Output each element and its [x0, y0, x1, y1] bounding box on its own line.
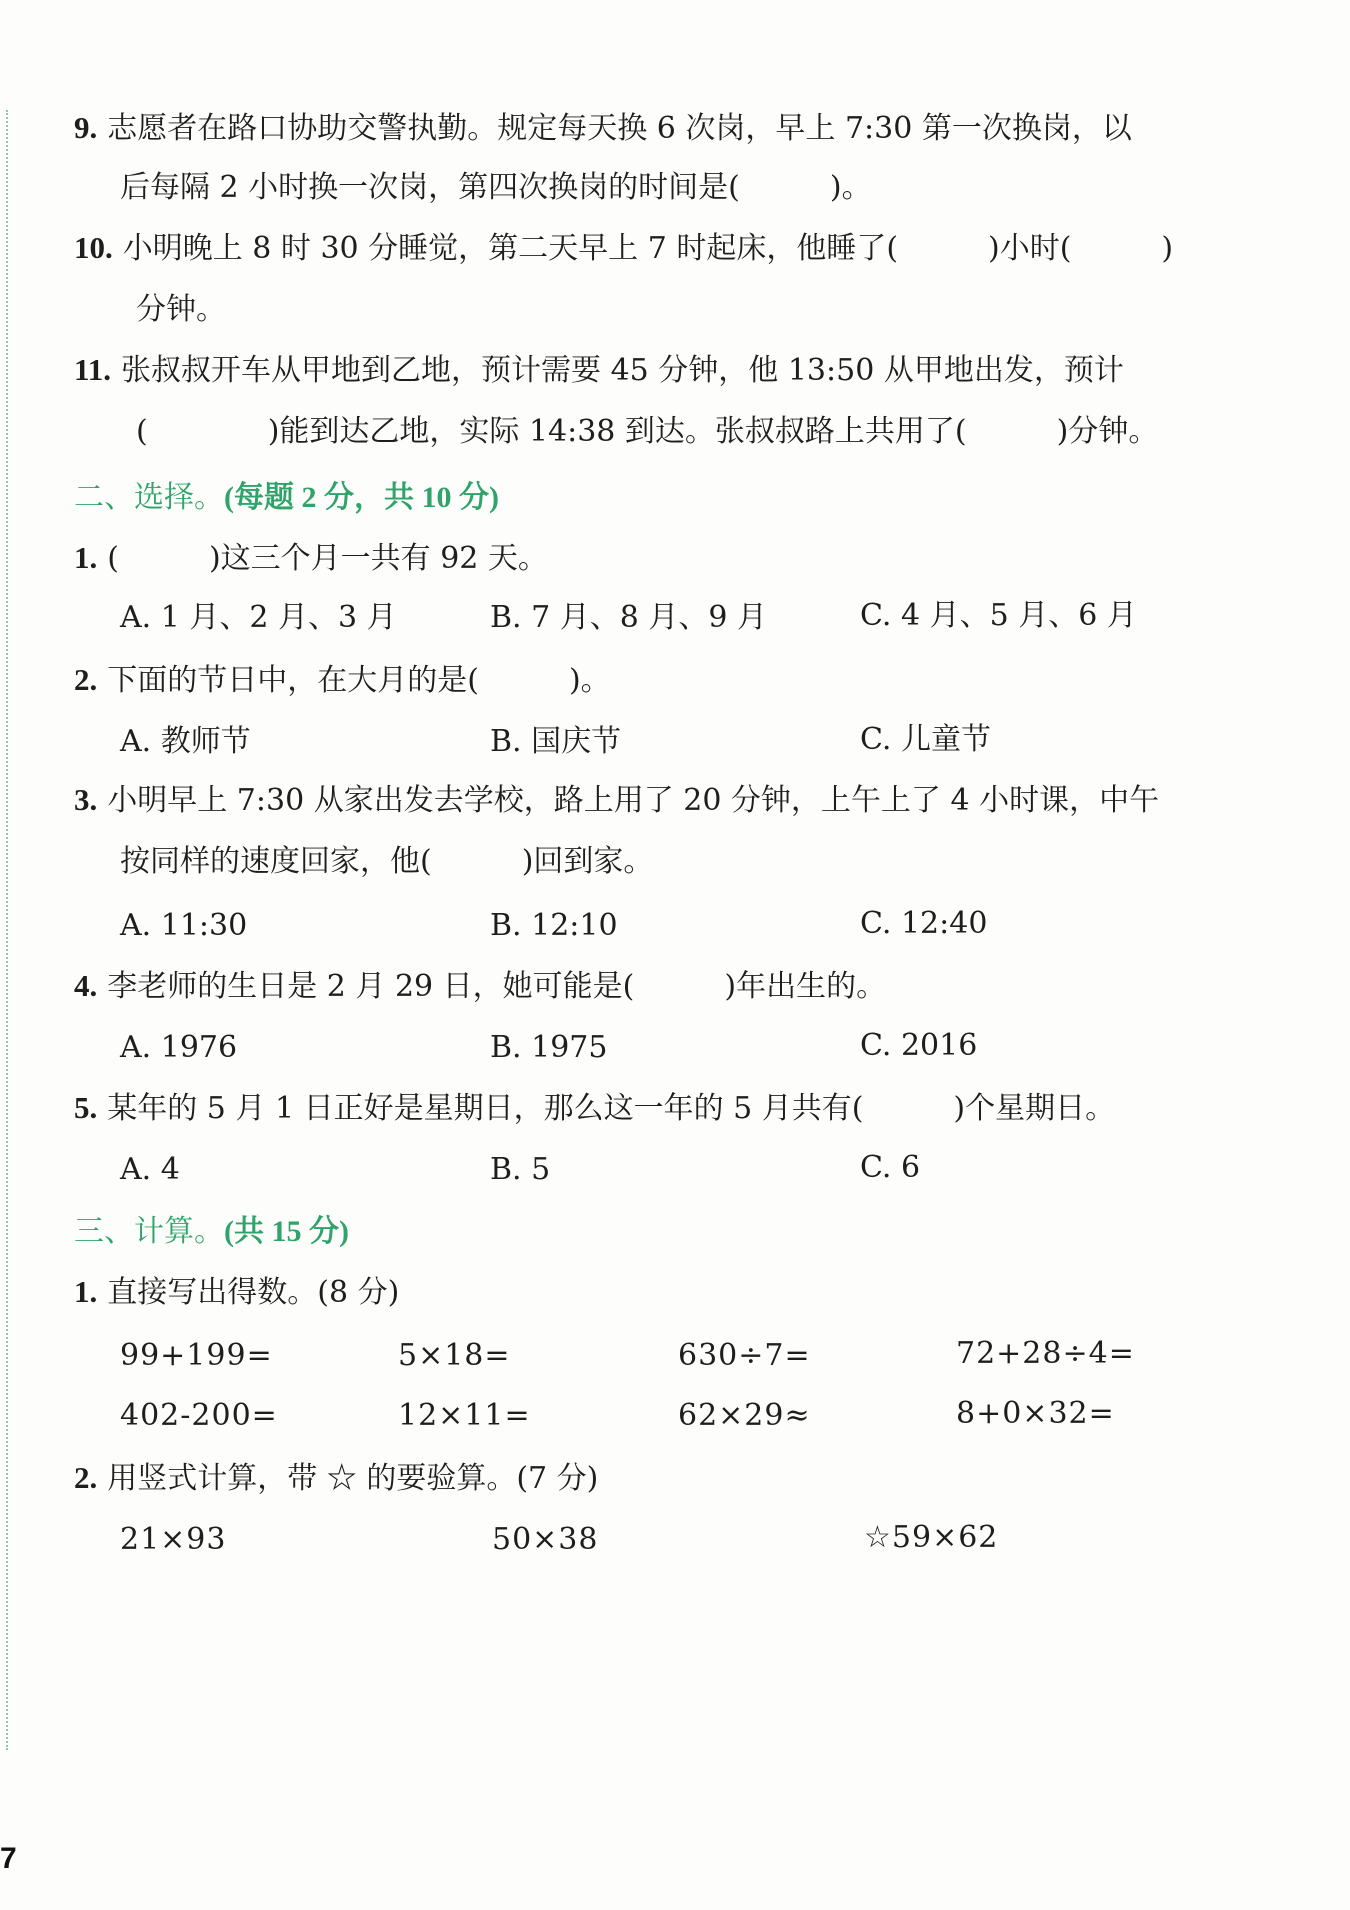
calc-2-title: 2. 用竖式计算，带 ☆ 的要验算。(7 分): [74, 1460, 599, 1496]
choice-4-option-c: C. 2016: [860, 1028, 978, 1063]
choice-1-option-b: B. 7 月、8 月、9 月: [490, 600, 767, 635]
page-number: 7: [0, 1842, 17, 1875]
choice-1-question: 1. ( )这三个月一共有 92 天。: [74, 540, 548, 576]
question-11-line-2: ( )能到达乙地，实际 14:38 到达。张叔叔路上共用了( )分钟。: [136, 414, 1159, 449]
calc-2-expr-2: 50×38: [492, 1522, 599, 1557]
question-9-line-2: 后每隔 2 小时换一次岗，第四次换岗的时间是( )。: [120, 170, 872, 205]
choice-3-option-c: C. 12:40: [860, 906, 988, 941]
calc-1-expr-6: 12×11=: [398, 1398, 531, 1433]
choice-1-option-c: C. 4 月、5 月、6 月: [860, 598, 1137, 633]
choice-4-option-b: B. 1975: [490, 1030, 608, 1065]
calc-1-expr-1: 99+199=: [120, 1338, 273, 1373]
binding-margin: [6, 110, 8, 1750]
choice-5-option-a: A. 4: [120, 1152, 180, 1187]
choice-1-option-a: A. 1 月、2 月、3 月: [120, 600, 397, 635]
calc-1-title: 1. 直接写出得数。(8 分): [74, 1274, 400, 1310]
calc-1-expr-3: 630÷7=: [678, 1338, 811, 1373]
section-3-heading: 三、计算。(共 15 分): [74, 1214, 349, 1249]
calc-1-expr-8: 8+0×32=: [956, 1396, 1115, 1431]
choice-2-option-b: B. 国庆节: [490, 724, 622, 759]
question-10-line-2: 分钟。: [136, 292, 226, 327]
calc-2-expr-3: ☆59×62: [864, 1520, 999, 1555]
choice-5-option-c: C. 6: [860, 1150, 921, 1185]
calc-1-expr-4: 72+28÷4=: [956, 1336, 1135, 1371]
choice-5-option-b: B. 5: [490, 1152, 551, 1187]
section-2-heading: 二、选择。(每题 2 分，共 10 分): [74, 480, 499, 515]
calc-1-expr-2: 5×18=: [398, 1338, 511, 1373]
choice-2-option-c: C. 儿童节: [860, 722, 991, 757]
question-9-line-1: 9. 志愿者在路口协助交警执勤。规定每天换 6 次岗，早上 7:30 第一次换岗，以: [74, 110, 1132, 146]
choice-3-question-line-2: 按同样的速度回家，他( )回到家。: [120, 844, 654, 879]
choice-3-question: 3. 小明早上 7:30 从家出发去学校，路上用了 20 分钟，上午上了 4 小时课，中午: [74, 782, 1160, 818]
choice-5-question: 5. 某年的 5 月 1 日正好是星期日，那么这一年的 5 月共有( )个星期日。: [74, 1090, 1116, 1126]
choice-4-option-a: A. 1976: [120, 1030, 238, 1065]
choice-3-option-b: B. 12:10: [490, 908, 618, 943]
choice-4-question: 4. 李老师的生日是 2 月 29 日，她可能是( )年出生的。: [74, 968, 887, 1004]
calc-1-expr-7: 62×29≈: [678, 1398, 811, 1433]
calc-2-expr-1: 21×93: [120, 1522, 227, 1557]
choice-2-question: 2. 下面的节日中，在大月的是( )。: [74, 662, 611, 698]
choice-2-option-a: A. 教师节: [120, 724, 251, 759]
choice-3-option-a: A. 11:30: [120, 908, 248, 943]
question-10-line-1: 10. 小明晚上 8 时 30 分睡觉，第二天早上 7 时起床，他睡了( )小时( ): [74, 230, 1174, 266]
calc-1-expr-5: 402-200=: [120, 1398, 278, 1433]
question-11-line-1: 11. 张叔叔开车从甲地到乙地，预计需要 45 分钟，他 13:50 从甲地出发，预计: [74, 352, 1124, 388]
